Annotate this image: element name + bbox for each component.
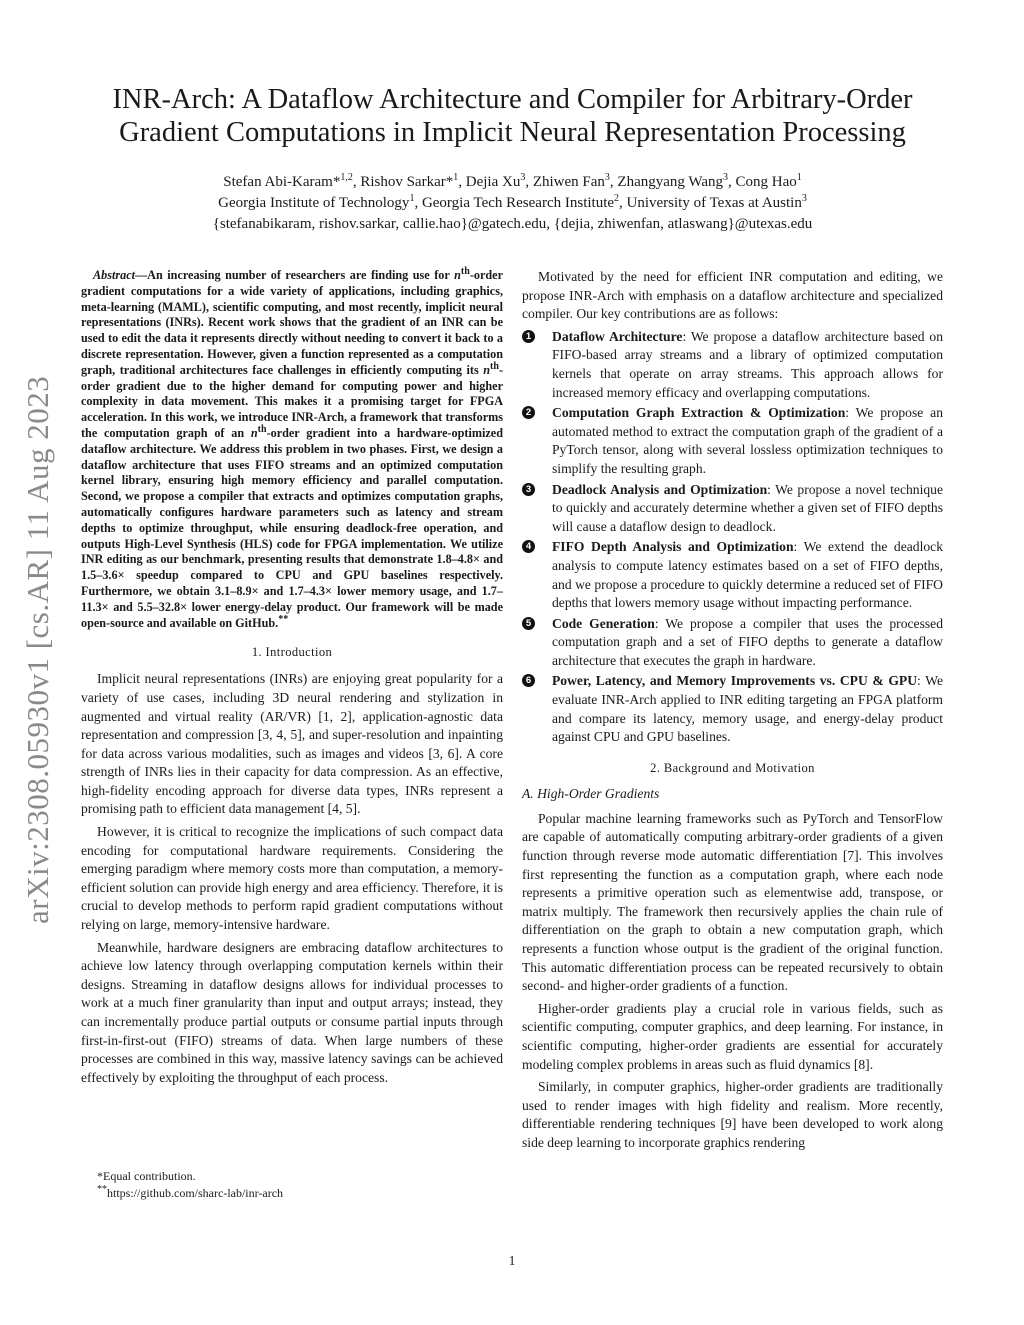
- author-name: Stefan Abi-Karam*: [223, 174, 341, 190]
- contribution-text: : We propose a dataflow architecture based on FIFO-based array streams and a library of optimized computation kernels that operate on array streams. This approach allows for increased memory efficacy and overlapping computations.: [552, 328, 943, 400]
- footnotes: [81, 1168, 503, 1202]
- affiliation-mark: 1: [796, 172, 802, 183]
- contribution-text: : We extend the deadlock analysis to compute latency estimates based on a set of FIFO depths, and we propose a procedure to quickly determine a reduced set of FIFO depths that lowers memory usage without impacting performance.: [552, 539, 943, 611]
- affiliation-name: University of Texas at Austin: [626, 195, 802, 211]
- contribution-number-badge: 6: [522, 674, 535, 687]
- motivation-paragraph: Motivated by the need for efficient INR computation and editing, we propose INR-Arch with emphasis on a dataflow architecture and specialized compiler. Our key contributions are as follows:: [522, 269, 943, 322]
- contribution-item: [522, 615, 943, 671]
- author-emails: {stefanabikaram, rishov.sarkar, callie.hao}@gatech.edu, {dejia, zhiwenfan, atlaswang}@utexas.edu: [212, 216, 813, 232]
- affiliation-mark: 1: [409, 193, 415, 204]
- affiliation-list: Georgia Institute of Technology$^1$, Georgia Tech Research Institute$^2$, University of Texas at Austin$^3$: [218, 193, 807, 211]
- abstract-text: -order gradient into a hardware-optimized dataflow architecture. We address this problem in two phases. First, we design a dataflow architecture that uses FIFO streams and an optimized computation kernel library, ensuring high memory efficiency and parallel computation. Second, we propose a compiler that extracts and optimizes computation graphs, automatically configures hardware parameters such as latency and stream depths to optimize throughput, while ensuring deadlock-free operation, and outputs High-Level Synthesis (HLS) code for FPGA implementation. We utilize INR editing as our benchmark, presenting results that demonstrate 1.8–4.8× and 1.5–3.6× speedup compared to CPU and GPU baselines respectively. Furthermore, we obtain 3.1–8.9× and 1.7–4.3× lower memory usage, and 1.7–11.3× and 5.5–32.8× lower energy-delay product. Our framework will be made open-source and available on GitHub.: [81, 425, 503, 630]
- intro-paragraph: Implicit neural representations (INRs) are enjoying great popularity for a variety of use cases, including 3D neural rendering and stylization in augmented and virtual reality (AR/VR) [1, 2], application-agnostic data representation and compression [3, 4, 5], and super-resolution and inpainting for data across various modalities, such as images and videos [3, 6]. A core strength of INRs lies in their capacity for data compression. As an effective, high-fidelity encoding approach for diverse data types, INRs represent a promising path to efficient data management [4, 5].: [81, 671, 503, 817]
- intro-paragraph: However, it is critical to recognize the implications of such compact data encoding for computational hardware requirements. Considering the emerging paradigm where memory costs more than computation, a memory-efficient solution can provide high energy and area efficiency. Therefore, it is crucial to develop methods to perform rapid gradient computations without relying on large, memory-intensive hardware.: [81, 824, 503, 933]
- contribution-number-badge: 3: [522, 483, 535, 496]
- contribution-item: [522, 404, 943, 478]
- contribution-text: : We propose a compiler that uses the processed computation graph and a set of FIFO depths to generate a dataflow architecture that executes the graph in hardware.: [552, 615, 943, 668]
- contribution-heading: Code Generation: [552, 615, 655, 631]
- author-name: Rishov Sarkar*: [360, 174, 454, 190]
- author-name: Zhiwen Fan: [532, 174, 605, 190]
- affiliation-mark: 3: [722, 172, 728, 183]
- contribution-text: : We propose an automated method to extract the computation graph of the gradient of a PyTorch tensor, along with several lossless optimization techniques to simplify the resulting graph.: [552, 405, 943, 476]
- math-n: n: [483, 362, 491, 377]
- superscript-th: th: [490, 360, 499, 372]
- contribution-heading: FIFO Depth Analysis and Optimization: [552, 539, 794, 555]
- abstract-label: Abstract: [93, 268, 135, 282]
- superscript-th: th: [460, 265, 470, 277]
- github-link[interactable]: https://github.com/sharc-lab/inr-arch: [107, 1186, 284, 1200]
- footnote-github: [81, 1185, 503, 1202]
- contribution-heading: Deadlock Analysis and Optimization: [552, 481, 768, 497]
- author-name: Cong Hao: [735, 174, 797, 190]
- background-paragraph: Popular machine learning frameworks such as PyTorch and TensorFlow are capable of automatically computing arbitrary-order gradients of a given function through reverse mode automatic differentiation [7]. This involves first representing the function as a computation graph, where each node represents a primitive operation such as elementwise add, transpose, or matrix multiply. The framework then recursively applies the chain rule of differentiation on the graph to obtain a new computation graph, which represents a function whose output is the gradient of the original function. This automatic differentiation process can be repeated recursively to obtain second- and higher-order gradients of a function.: [522, 810, 943, 994]
- footnote-mark: **: [278, 613, 289, 625]
- affiliation-mark: 3: [520, 172, 526, 183]
- paper-title: [90, 83, 935, 149]
- contribution-item: [522, 538, 943, 612]
- abstract: [81, 265, 503, 631]
- contribution-item: [522, 481, 943, 537]
- abstract-text: -order gradient computations for a wide variety of applications, including graphics, meta-learning (MAML), scientific computing, and most recently, implicit neural representations (INRs). Recent work shows that the gradient of an INR can be used to edit the data it represents directly without needing to convert it back to a discrete representation. However, given a function represented as a computation graph, traditional architectures face challenges in efficiently computing its: [81, 268, 503, 377]
- arxiv-identifier: arXiv:2308.05930v1 [cs.AR] 11 Aug 2023: [20, 375, 55, 925]
- background-paragraph: Similarly, in computer graphics, higher-order gradients are traditionally used to render images with high fidelity and realism. More recently, differentiable rendering techniques [9] have been developed to work along side deep learning to incorporate graphics rendering: [522, 1079, 943, 1150]
- affiliation-mark: 3: [604, 172, 610, 183]
- left-column: [81, 265, 503, 1091]
- affiliation-name: Georgia Tech Research Institute: [421, 195, 615, 211]
- affiliation-mark: 2: [614, 193, 620, 204]
- title-line: INR-Arch: A Dataflow Architecture and Compiler for Arbitrary-Order: [112, 84, 913, 115]
- title-line: Gradient Computations in Implicit Neural Representation Processing: [119, 117, 906, 148]
- footnote-mark: **: [97, 1184, 107, 1195]
- author-block: [90, 172, 935, 235]
- intro-paragraph: Meanwhile, hardware designers are embracing dataflow architectures to achieve low latency through overlapping computation kernels within their designs. Streaming in dataflow designs allows for individual processes to work at a much finer granularity than input and output arrays; instead, they can incrementally produce partial outputs or consume partial inputs through first-in-first-out (FIFO) streams of data. When large numbers of these processes are combined in this way, massive latency savings can be achieved effectively by exploiting the throughput of each process.: [81, 939, 503, 1085]
- contribution-item: [522, 672, 943, 746]
- page-number: 1: [508, 1253, 516, 1268]
- contribution-number-badge: 2: [522, 406, 535, 419]
- right-column: [522, 268, 943, 1157]
- affiliation-mark: 1,2: [340, 172, 353, 183]
- contribution-text: : We evaluate INR-Arch applied to INR editing targeting an FPGA platform and compare its latency, memory usage, and energy-delay product against CPU and GPU baselines.: [552, 673, 943, 745]
- contribution-text: : We propose a novel technique to quickly and accurately determine whether a given set of FIFO depths will cause a dataflow design to deadlock.: [552, 481, 943, 534]
- contribution-number-badge: 4: [522, 540, 535, 553]
- background-paragraph: Higher-order gradients play a crucial role in various fields, such as scientific computing, computer graphics, and deep learning. For instance, in scientific computing, higher-order gradients are essential for accurately modeling complex problems in areas such as fluid dynamics [8].: [522, 1000, 943, 1072]
- author-name: Zhangyang Wang: [617, 174, 723, 190]
- abstract-text: -order gradient due to the higher demand for computing power and higher complexity in data movement. This makes it a promising target for FPGA acceleration. In this work, we introduce INR-Arch, a framework that transforms the computation graph of an: [81, 362, 503, 440]
- footnote-equal-contribution: *Equal contribution.: [97, 1169, 196, 1183]
- abstract-text: An increasing number of researchers are finding use for: [147, 268, 455, 282]
- affiliation-name: Georgia Institute of Technology: [218, 195, 410, 211]
- section-heading-background: 2. Background and Motivation: [650, 760, 815, 775]
- author-name: Dejia Xu: [465, 174, 521, 190]
- contribution-number-badge: 5: [522, 617, 535, 630]
- author-list: Stefan Abi-Karam*$^{1,2}$, Rishov Sarkar*$^1$, Dejia Xu$^3$, Zhiwen Fan$^3$, Zhangyang Wang$^3$, Cong Hao$^1$: [223, 172, 802, 190]
- math-n: n: [454, 268, 461, 282]
- abstract-dash: —: [134, 268, 148, 282]
- contribution-heading: Dataflow Architecture: [552, 328, 683, 344]
- affiliation-mark: 3: [801, 193, 807, 204]
- math-n: n: [250, 425, 258, 440]
- contribution-item: [522, 328, 943, 402]
- contribution-heading: Power, Latency, and Memory Improvements vs. CPU & GPU: [552, 673, 918, 689]
- affiliation-mark: 1: [453, 172, 459, 183]
- subsection-heading-high-order-gradients: A. High-Order Gradients: [522, 785, 660, 801]
- contribution-heading: Computation Graph Extraction & Optimization: [552, 405, 846, 421]
- superscript-th: th: [257, 423, 267, 435]
- section-heading-introduction: 1. Introduction: [251, 645, 333, 660]
- contribution-number-badge: 1: [522, 330, 535, 343]
